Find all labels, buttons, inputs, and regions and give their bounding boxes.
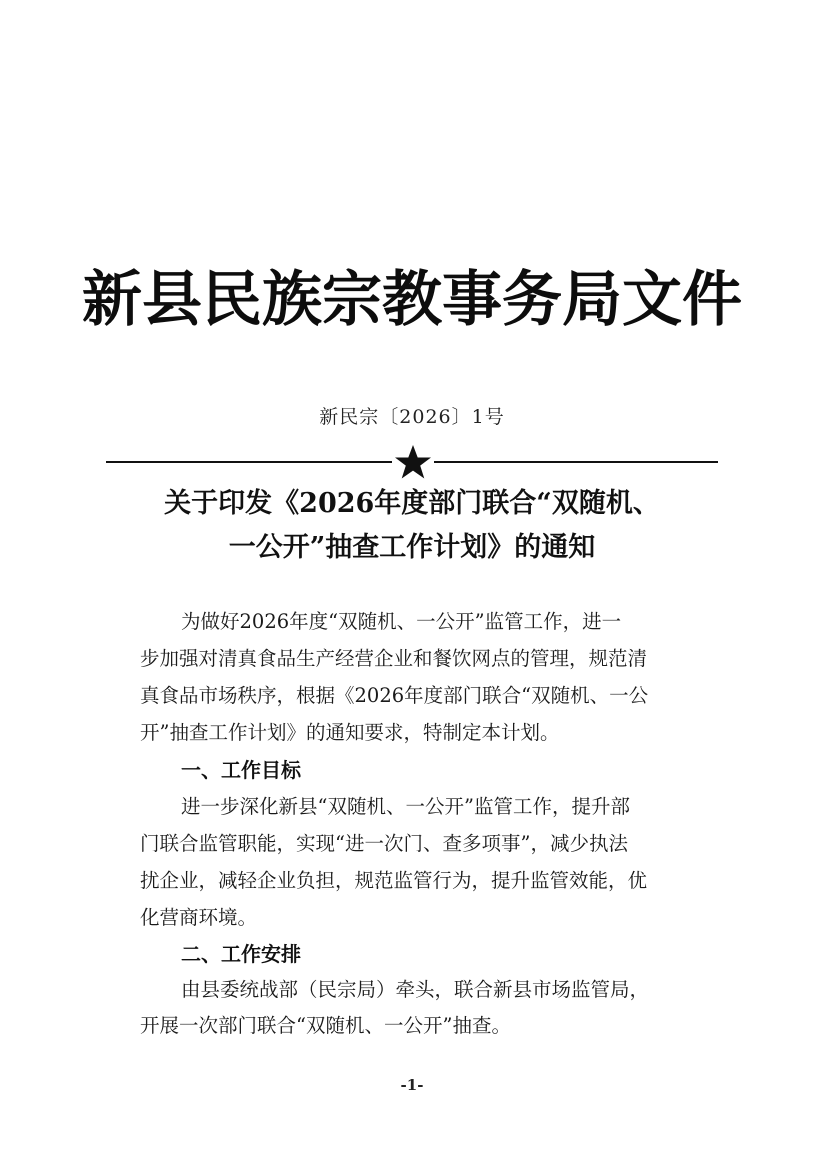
notice-title-line-1: 关于印发《2026年度部门联合“双随机、: [164, 488, 660, 519]
paragraph-line: 扰企业，减轻企业负担，规范监管行为，提升监管效能，优: [140, 869, 648, 892]
divider-line-right: [434, 461, 718, 463]
paragraph-line: 开展一次部门联合“双随机、一公开”抽查。: [140, 1014, 511, 1037]
section-heading-arrangement: 二、工作安排: [181, 942, 301, 966]
notice-title-line-2: 一公开”抽查工作计划》的通知: [228, 532, 596, 563]
page-number: -1-: [400, 1076, 424, 1094]
document-number: 新民宗〔2026〕1号: [319, 406, 505, 428]
paragraph-line: 门联合监管职能，实现“进一次门、查多项事”，减少执法: [140, 832, 628, 855]
paragraph-line: 为做好2026年度“双随机、一公开”监管工作，进一: [181, 610, 622, 633]
section-heading-goal: 一、工作目标: [181, 758, 301, 782]
star-icon: [393, 444, 433, 480]
paragraph-line: 由县委统战部（民宗局）牵头，联合新县市场监管局，: [181, 978, 650, 1001]
paragraph-line: 进一步深化新县“双随机、一公开”监管工作，提升部: [181, 795, 630, 818]
paragraph-line: 真食品市场秩序，根据《2026年度部门联合“双随机、一公: [140, 684, 649, 707]
masthead-title: 新县民族宗教事务局文件: [82, 265, 742, 335]
paragraph-line: 步加强对清真食品生产经营企业和餐饮网点的管理，规范清: [140, 647, 648, 670]
paragraph-line: 开”抽查工作计划》的通知要求，特制定本计划。: [140, 721, 560, 744]
divider-line-left: [106, 461, 392, 463]
paragraph-line: 化营商环境。: [140, 906, 258, 929]
